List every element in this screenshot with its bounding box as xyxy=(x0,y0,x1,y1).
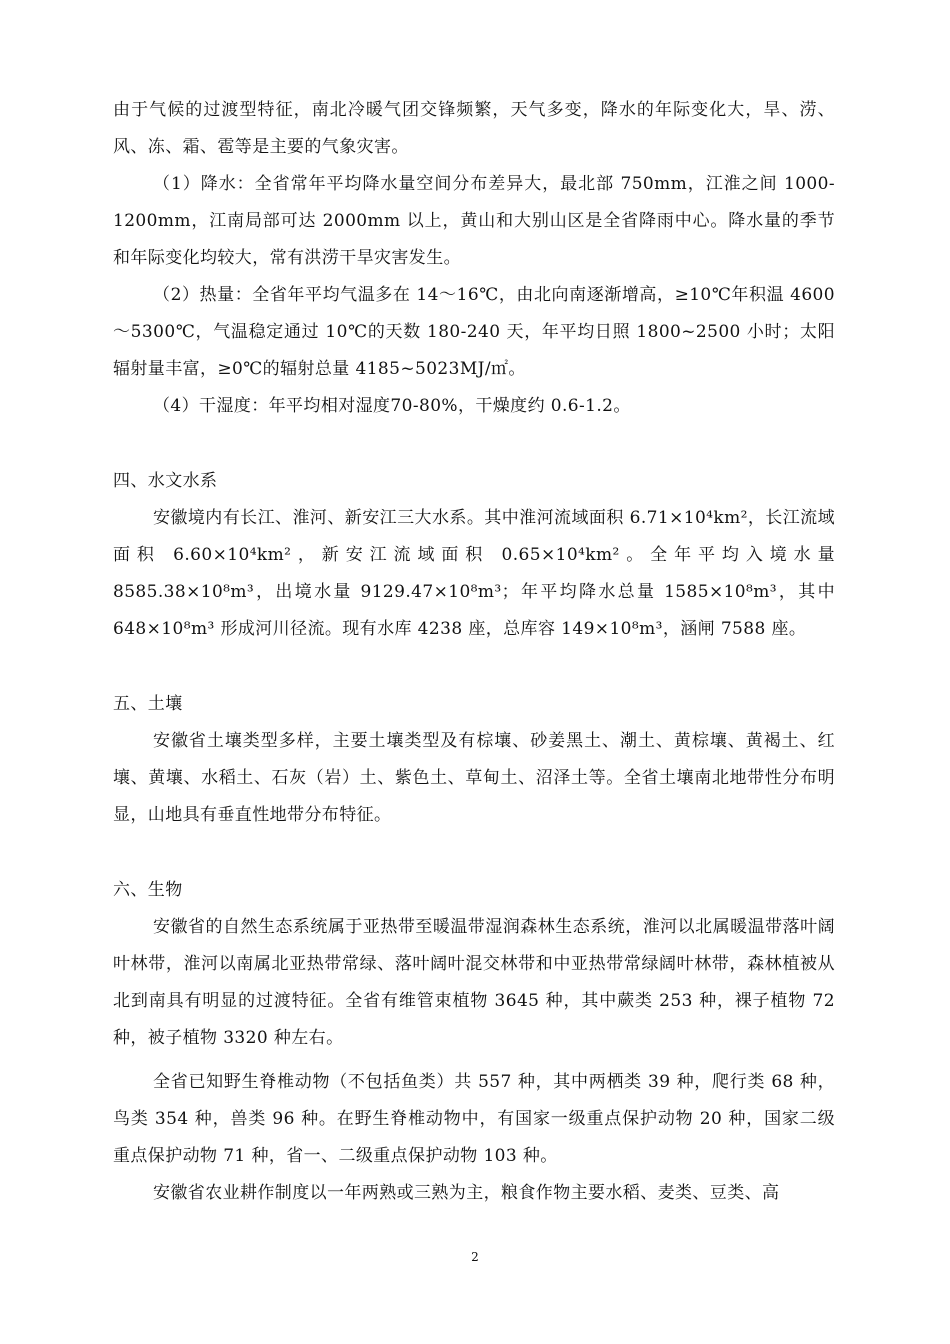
section-spacer xyxy=(113,425,835,463)
climate-continuation-paragraph: 由于气候的过渡型特征，南北冷暖气团交锋频繁，天气多变，降水的年际变化大，旱、涝、风、冻、霜、雹等是主要的气象灾害。 xyxy=(113,100,835,157)
agriculture-paragraph: 安徽省农业耕作制度以一年两熟或三熟为主，粮食作物主要水稻、麦类、豆类、高 xyxy=(153,1183,780,1203)
section-spacer xyxy=(113,648,835,686)
soil-paragraph: 安徽省土壤类型多样，主要土壤类型及有棕壤、砂姜黑土、潮土、黄棕壤、黄褐土、红壤、黄壤、水稻土、石灰（岩）土、紫色土、草甸土、沼泽土等。全省土壤南北地带性分布明显，山地具有垂直性地带分布特征。 xyxy=(113,731,835,825)
page-number: 2 xyxy=(471,1250,479,1264)
animals-paragraph: 全省已知野生脊椎动物（不包括鱼类）共 557 种，其中两栖类 39 种，爬行类 68 种，鸟类 354 种，兽类 96 种。在野生脊椎动物中，有国家一级重点保护动物 20 种，国家二级重点保护动物 71 种，省一、二级重点保护动物 103 种。 xyxy=(113,1072,835,1166)
heat-paragraph: （2）热量：全省年平均气温多在 14～16℃，由北向南逐渐增高，≥10℃年积温 4600～5300℃，气温稳定通过 10℃的天数 180-240 天，年平均日照 1800~2500 小时；太阳辐射量丰富，≥0℃的辐射总量 4185~5023MJ/㎡。 xyxy=(113,285,835,379)
humidity-paragraph: （4）干湿度：年平均相对湿度70-80%，干燥度约 0.6-1.2。 xyxy=(153,396,631,416)
soil-heading: 五、土壤 xyxy=(113,694,183,714)
section-spacer xyxy=(113,834,835,872)
hydrology-heading: 四、水文水系 xyxy=(113,471,218,491)
document-page xyxy=(113,92,835,1212)
paragraph-spacer xyxy=(113,1057,835,1064)
hydrology-paragraph: 安徽境内有长江、淮河、新安江三大水系。其中淮河流域面积 6.71×10⁴km²，长江流域面积 6.60×10⁴km²，新安江流域面积 0.65×10⁴km²。全年平均入境水量 8585.38×10⁸m³，出境水量 9129.47×10⁸m³；年平均降水总量 1585×10⁸m³，其中 648×10⁸m³ 形成河川径流。现有水库 4238 座，总库容 149×10⁸m³，涵闸 7588 座。 xyxy=(113,508,835,639)
precipitation-paragraph: （1）降水：全省常年平均降水量空间分布差异大，最北部 750mm，江淮之间 1000-1200mm，江南局部可达 2000mm 以上，黄山和大别山区是全省降雨中心。降水量的季节和年际变化均较大，常有洪涝干旱灾害发生。 xyxy=(113,174,835,268)
biology-heading: 六、生物 xyxy=(113,880,183,900)
plants-paragraph: 安徽省的自然生态系统属于亚热带至暖温带湿润森林生态系统，淮河以北属暖温带落叶阔叶林带，淮河以南属北亚热带常绿、落叶阔叶混交林带和中亚热带常绿阔叶林带，森林植被从北到南具有明显的过渡特征。全省有维管束植物 3645 种，其中蕨类 253 种，裸子植物 72 种，被子植物 3320 种左右。 xyxy=(113,917,835,1048)
